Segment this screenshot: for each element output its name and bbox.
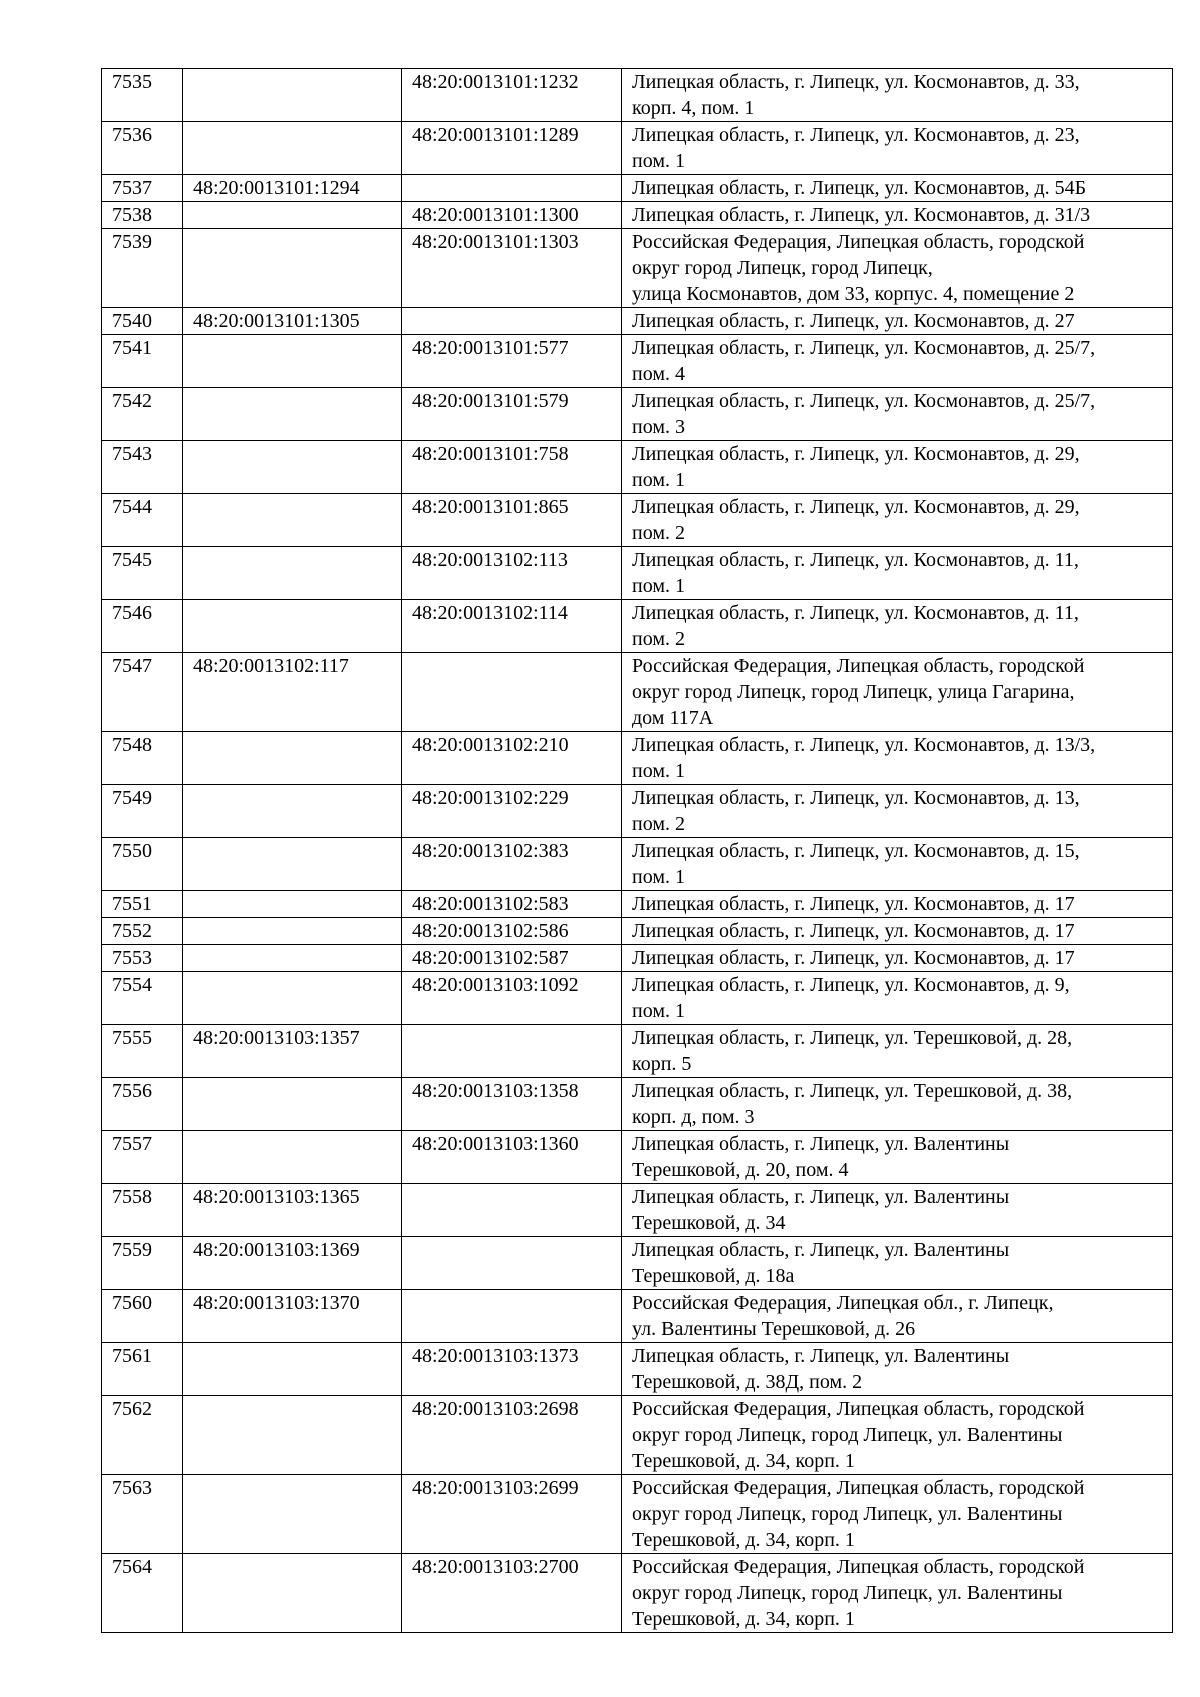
building-cadastral-number-cell bbox=[402, 1025, 622, 1078]
address-cell: Липецкая область, г. Липецк, ул. Космонавтов, д. 13, пом. 2 bbox=[622, 785, 1173, 838]
address-cell: Липецкая область, г. Липецк, ул. Валентины Терешковой, д. 34 bbox=[622, 1184, 1173, 1237]
building-cadastral-number-cell: 48:20:0013102:229 bbox=[402, 785, 622, 838]
land-cadastral-number-cell: 48:20:0013101:1305 bbox=[183, 308, 402, 335]
building-cadastral-number-cell: 48:20:0013101:577 bbox=[402, 335, 622, 388]
table-row bbox=[102, 945, 1173, 972]
table-row bbox=[102, 732, 1173, 785]
land-cadastral-number-cell bbox=[183, 441, 402, 494]
row-number-cell: 7554 bbox=[102, 972, 183, 1025]
registry-table-body bbox=[102, 69, 1173, 1633]
table-row bbox=[102, 202, 1173, 229]
table-row bbox=[102, 388, 1173, 441]
building-cadastral-number-cell bbox=[402, 1184, 622, 1237]
land-cadastral-number-cell bbox=[183, 1343, 402, 1396]
building-cadastral-number-cell bbox=[402, 1290, 622, 1343]
address-cell: Липецкая область, г. Липецк, ул. Космонавтов, д. 29, пом. 2 bbox=[622, 494, 1173, 547]
land-cadastral-number-cell bbox=[183, 785, 402, 838]
row-number-cell: 7544 bbox=[102, 494, 183, 547]
row-number-cell: 7550 bbox=[102, 838, 183, 891]
land-cadastral-number-cell bbox=[183, 972, 402, 1025]
address-cell: Липецкая область, г. Липецк, ул. Валентины Терешковой, д. 38Д, пом. 2 bbox=[622, 1343, 1173, 1396]
row-number-cell: 7551 bbox=[102, 891, 183, 918]
land-cadastral-number-cell bbox=[183, 945, 402, 972]
building-cadastral-number-cell: 48:20:0013103:1360 bbox=[402, 1131, 622, 1184]
land-cadastral-number-cell bbox=[183, 335, 402, 388]
row-number-cell: 7535 bbox=[102, 69, 183, 122]
building-cadastral-number-cell: 48:20:0013101:865 bbox=[402, 494, 622, 547]
building-cadastral-number-cell: 48:20:0013101:1303 bbox=[402, 229, 622, 308]
address-cell: Липецкая область, г. Липецк, ул. Космонавтов, д. 17 bbox=[622, 918, 1173, 945]
row-number-cell: 7537 bbox=[102, 175, 183, 202]
address-cell: Липецкая область, г. Липецк, ул. Космонавтов, д. 17 bbox=[622, 945, 1173, 972]
building-cadastral-number-cell: 48:20:0013103:2699 bbox=[402, 1475, 622, 1554]
row-number-cell: 7545 bbox=[102, 547, 183, 600]
row-number-cell: 7549 bbox=[102, 785, 183, 838]
building-cadastral-number-cell: 48:20:0013102:583 bbox=[402, 891, 622, 918]
table-row bbox=[102, 175, 1173, 202]
building-cadastral-number-cell: 48:20:0013101:1232 bbox=[402, 69, 622, 122]
building-cadastral-number-cell: 48:20:0013101:758 bbox=[402, 441, 622, 494]
address-cell: Липецкая область, г. Липецк, ул. Космонавтов, д. 23, пом. 1 bbox=[622, 122, 1173, 175]
address-cell: Липецкая область, г. Липецк, ул. Космонавтов, д. 33, корп. 4, пом. 1 bbox=[622, 69, 1173, 122]
row-number-cell: 7561 bbox=[102, 1343, 183, 1396]
land-cadastral-number-cell bbox=[183, 122, 402, 175]
building-cadastral-number-cell: 48:20:0013101:1300 bbox=[402, 202, 622, 229]
table-row bbox=[102, 972, 1173, 1025]
building-cadastral-number-cell bbox=[402, 1237, 622, 1290]
address-cell: Липецкая область, г. Липецк, ул. Космонавтов, д. 15, пом. 1 bbox=[622, 838, 1173, 891]
land-cadastral-number-cell: 48:20:0013103:1369 bbox=[183, 1237, 402, 1290]
table-row bbox=[102, 891, 1173, 918]
land-cadastral-number-cell bbox=[183, 69, 402, 122]
building-cadastral-number-cell: 48:20:0013101:579 bbox=[402, 388, 622, 441]
building-cadastral-number-cell: 48:20:0013103:2698 bbox=[402, 1396, 622, 1475]
row-number-cell: 7562 bbox=[102, 1396, 183, 1475]
land-cadastral-number-cell bbox=[183, 1554, 402, 1633]
table-row bbox=[102, 1475, 1173, 1554]
table-row bbox=[102, 1396, 1173, 1475]
row-number-cell: 7553 bbox=[102, 945, 183, 972]
land-cadastral-number-cell bbox=[183, 547, 402, 600]
address-cell: Липецкая область, г. Липецк, ул. Космонавтов, д. 11, пом. 2 bbox=[622, 600, 1173, 653]
building-cadastral-number-cell: 48:20:0013103:1373 bbox=[402, 1343, 622, 1396]
row-number-cell: 7536 bbox=[102, 122, 183, 175]
row-number-cell: 7560 bbox=[102, 1290, 183, 1343]
address-cell: Липецкая область, г. Липецк, ул. Терешковой, д. 38, корп. д, пом. 3 bbox=[622, 1078, 1173, 1131]
table-row bbox=[102, 69, 1173, 122]
address-cell: Липецкая область, г. Липецк, ул. Валентины Терешковой, д. 20, пом. 4 bbox=[622, 1131, 1173, 1184]
table-row bbox=[102, 1078, 1173, 1131]
table-row bbox=[102, 918, 1173, 945]
row-number-cell: 7563 bbox=[102, 1475, 183, 1554]
land-cadastral-number-cell: 48:20:0013103:1357 bbox=[183, 1025, 402, 1078]
land-cadastral-number-cell bbox=[183, 229, 402, 308]
row-number-cell: 7539 bbox=[102, 229, 183, 308]
table-row bbox=[102, 1025, 1173, 1078]
land-cadastral-number-cell bbox=[183, 494, 402, 547]
address-cell: Липецкая область, г. Липецк, ул. Космонавтов, д. 9, пом. 1 bbox=[622, 972, 1173, 1025]
table-row bbox=[102, 1184, 1173, 1237]
address-cell: Российская Федерация, Липецкая область, городской округ город Липецк, город Липецк, ул. Валентины Терешковой, д. 34, корп. 1 bbox=[622, 1475, 1173, 1554]
building-cadastral-number-cell: 48:20:0013102:587 bbox=[402, 945, 622, 972]
building-cadastral-number-cell: 48:20:0013103:1358 bbox=[402, 1078, 622, 1131]
address-cell: Липецкая область, г. Липецк, ул. Космонавтов, д. 27 bbox=[622, 308, 1173, 335]
land-cadastral-number-cell bbox=[183, 838, 402, 891]
row-number-cell: 7564 bbox=[102, 1554, 183, 1633]
address-cell: Российская Федерация, Липецкая область, городской округ город Липецк, город Липецк, улица Космонавтов, дом 33, корпус. 4, помещение 2 bbox=[622, 229, 1173, 308]
land-cadastral-number-cell bbox=[183, 1396, 402, 1475]
address-cell: Российская Федерация, Липецкая область, городской округ город Липецк, город Липецк, улица Гагарина, дом 117А bbox=[622, 653, 1173, 732]
row-number-cell: 7547 bbox=[102, 653, 183, 732]
land-cadastral-number-cell: 48:20:0013103:1370 bbox=[183, 1290, 402, 1343]
address-cell: Липецкая область, г. Липецк, ул. Космонавтов, д. 31/3 bbox=[622, 202, 1173, 229]
land-cadastral-number-cell bbox=[183, 891, 402, 918]
land-cadastral-number-cell: 48:20:0013102:117 bbox=[183, 653, 402, 732]
table-row bbox=[102, 838, 1173, 891]
row-number-cell: 7541 bbox=[102, 335, 183, 388]
table-row bbox=[102, 653, 1173, 732]
building-cadastral-number-cell bbox=[402, 175, 622, 202]
row-number-cell: 7538 bbox=[102, 202, 183, 229]
land-cadastral-number-cell bbox=[183, 1475, 402, 1554]
address-cell: Липецкая область, г. Липецк, ул. Космонавтов, д. 25/7, пом. 4 bbox=[622, 335, 1173, 388]
table-row bbox=[102, 441, 1173, 494]
address-cell: Российская Федерация, Липецкая область, городской округ город Липецк, город Липецк, ул. Валентины Терешковой, д. 34, корп. 1 bbox=[622, 1554, 1173, 1633]
land-cadastral-number-cell bbox=[183, 732, 402, 785]
table-row bbox=[102, 494, 1173, 547]
row-number-cell: 7543 bbox=[102, 441, 183, 494]
land-cadastral-number-cell bbox=[183, 918, 402, 945]
address-cell: Российская Федерация, Липецкая область, городской округ город Липецк, город Липецк, ул. Валентины Терешковой, д. 34, корп. 1 bbox=[622, 1396, 1173, 1475]
land-cadastral-number-cell bbox=[183, 1078, 402, 1131]
table-row bbox=[102, 229, 1173, 308]
address-cell: Липецкая область, г. Липецк, ул. Космонавтов, д. 25/7, пом. 3 bbox=[622, 388, 1173, 441]
table-row bbox=[102, 1554, 1173, 1633]
building-cadastral-number-cell: 48:20:0013102:210 bbox=[402, 732, 622, 785]
table-row bbox=[102, 122, 1173, 175]
building-cadastral-number-cell bbox=[402, 308, 622, 335]
building-cadastral-number-cell: 48:20:0013102:383 bbox=[402, 838, 622, 891]
building-cadastral-number-cell bbox=[402, 653, 622, 732]
table-row bbox=[102, 1131, 1173, 1184]
land-cadastral-number-cell bbox=[183, 202, 402, 229]
table-row bbox=[102, 600, 1173, 653]
table-row bbox=[102, 1290, 1173, 1343]
document-page bbox=[101, 68, 1172, 1633]
row-number-cell: 7540 bbox=[102, 308, 183, 335]
table-row bbox=[102, 547, 1173, 600]
table-row bbox=[102, 1343, 1173, 1396]
address-cell: Липецкая область, г. Липецк, ул. Космонавтов, д. 17 bbox=[622, 891, 1173, 918]
row-number-cell: 7542 bbox=[102, 388, 183, 441]
row-number-cell: 7548 bbox=[102, 732, 183, 785]
building-cadastral-number-cell: 48:20:0013103:2700 bbox=[402, 1554, 622, 1633]
building-cadastral-number-cell: 48:20:0013102:586 bbox=[402, 918, 622, 945]
table-row bbox=[102, 308, 1173, 335]
row-number-cell: 7546 bbox=[102, 600, 183, 653]
land-cadastral-number-cell: 48:20:0013101:1294 bbox=[183, 175, 402, 202]
row-number-cell: 7556 bbox=[102, 1078, 183, 1131]
land-cadastral-number-cell: 48:20:0013103:1365 bbox=[183, 1184, 402, 1237]
building-cadastral-number-cell: 48:20:0013102:113 bbox=[402, 547, 622, 600]
address-cell: Липецкая область, г. Липецк, ул. Валентины Терешковой, д. 18а bbox=[622, 1237, 1173, 1290]
building-cadastral-number-cell: 48:20:0013101:1289 bbox=[402, 122, 622, 175]
building-cadastral-number-cell: 48:20:0013102:114 bbox=[402, 600, 622, 653]
address-cell: Липецкая область, г. Липецк, ул. Космонавтов, д. 11, пом. 1 bbox=[622, 547, 1173, 600]
registry-table bbox=[101, 68, 1173, 1633]
land-cadastral-number-cell bbox=[183, 1131, 402, 1184]
row-number-cell: 7552 bbox=[102, 918, 183, 945]
address-cell: Липецкая область, г. Липецк, ул. Космонавтов, д. 13/3, пом. 1 bbox=[622, 732, 1173, 785]
land-cadastral-number-cell bbox=[183, 388, 402, 441]
address-cell: Липецкая область, г. Липецк, ул. Космонавтов, д. 54Б bbox=[622, 175, 1173, 202]
table-row bbox=[102, 785, 1173, 838]
table-row bbox=[102, 335, 1173, 388]
building-cadastral-number-cell: 48:20:0013103:1092 bbox=[402, 972, 622, 1025]
address-cell: Липецкая область, г. Липецк, ул. Космонавтов, д. 29, пом. 1 bbox=[622, 441, 1173, 494]
land-cadastral-number-cell bbox=[183, 600, 402, 653]
row-number-cell: 7559 bbox=[102, 1237, 183, 1290]
row-number-cell: 7557 bbox=[102, 1131, 183, 1184]
address-cell: Липецкая область, г. Липецк, ул. Терешковой, д. 28, корп. 5 bbox=[622, 1025, 1173, 1078]
address-cell: Российская Федерация, Липецкая обл., г. Липецк, ул. Валентины Терешковой, д. 26 bbox=[622, 1290, 1173, 1343]
row-number-cell: 7555 bbox=[102, 1025, 183, 1078]
row-number-cell: 7558 bbox=[102, 1184, 183, 1237]
table-row bbox=[102, 1237, 1173, 1290]
